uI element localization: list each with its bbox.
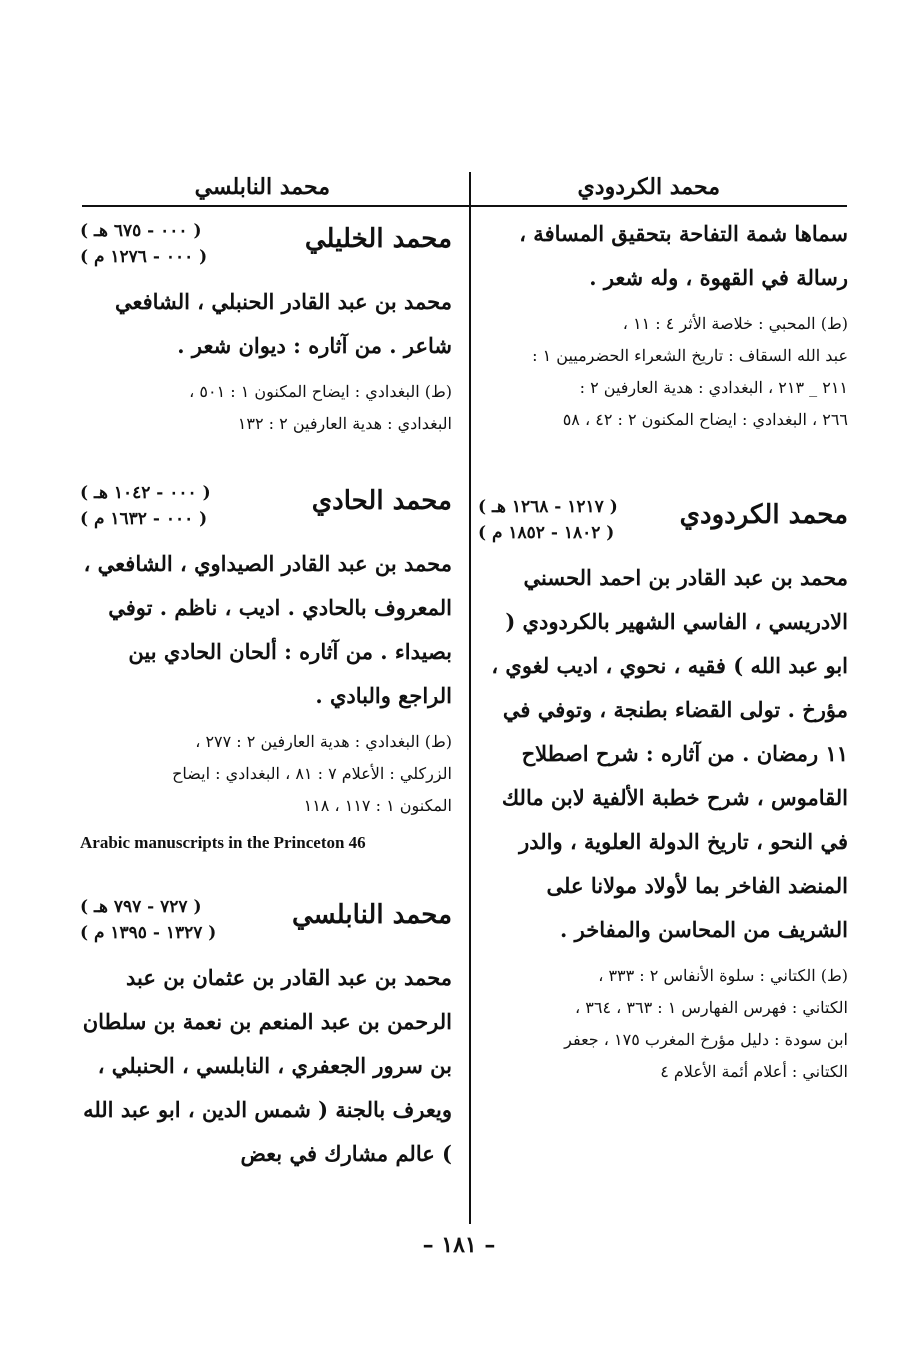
reference-line: (ط) المحبي : خلاصة الأثر ٤ : ١١ ، [622,314,848,333]
entry-name: محمد الخليلي [304,224,452,254]
reference-line: (ط) البغدادي : ايضاح المكنون ١ : ٥٠١ ، [189,382,452,401]
reference-line: ٢٦٦ ، البغدادي : ايضاح المكنون ٢ : ٤٢ ، ٥٨ [562,410,848,429]
entry-dates [80,480,211,532]
dates-hijri: ( ٧٢٧ - ٧٩٧ هـ ) [80,897,202,917]
dates-gregorian: ( ١٨٠٢ - ١٨٥٢ م ) [478,523,615,543]
dates-gregorian: ( ٠٠٠ - ١٦٣٢ م ) [80,509,208,529]
right-column [478,212,848,1088]
header-title-left: محمد النابلسي [194,174,330,200]
manuscript-note: Arabic manuscripts in the Princeton 46 [80,833,366,852]
reference-block [478,308,848,436]
entry-heading [80,218,452,280]
entry-heading [478,494,848,556]
entry-name: محمد الحادي [311,486,452,516]
left-column [80,212,452,1176]
reference-line: المكنون ١ : ١١٧ ، ١١٨ [303,796,452,815]
dates-gregorian: ( ٠٠٠ - ١٢٧٦ م ) [80,247,208,267]
entry-body: محمد بن عبد القادر بن احمد الحسني الادريسي ، الفاسي الشهير بالكردودي ( ابو عبد الله ) فقيه ، نحوي ، اديب لغوي ، مؤرخ . تولى القضاء بطنجة ، وتوفي في ١١ رمضان . من آثاره : شرح اصطلاح القاموس ، شرح خطبة الألفية لابن مالك في النحو ، تاريخ الدولة العلوية ، والدر المنضد الفاخر بما لأولاد مولانا على الشريف من المحاسن والمفاخر . [491,565,848,942]
dates-hijri: ( ٠٠٠ - ١٠٤٢ هـ ) [80,483,211,503]
entry-dates [478,494,618,546]
reference-line: الزركلي : الأعلام ٧ : ٨١ ، البغدادي : ايضاح [172,764,452,783]
reference-line: ٢١١ _ ٢١٣ ، البغدادي : هدية العارفين ٢ : [579,378,848,397]
header-rule [82,205,847,207]
entry-body: محمد بن عبد القادر بن عثمان بن عبد الرحمن بن عبد المنعم بن نعمة بن سلطان بن سرور الجعفري ، النابلسي ، الحنبلي ، ويعرف بالجنة ( شمس الدين ، ابو عبد الله ) عالم مشارك في بعض [82,965,452,1166]
entry-heading [80,894,452,956]
column-divider [469,172,471,1224]
reference-block [478,960,848,1088]
reference-block [80,726,452,822]
dates-gregorian: ( ١٣٢٧ - ١٣٩٥ م ) [80,923,217,943]
dates-hijri: ( ١٢١٧ - ١٢٦٨ هـ ) [478,497,618,517]
entry-dates [80,894,216,946]
entry-heading [80,480,452,542]
reference-line: عبد الله السقاف : تاريخ الشعراء الحضرميين ١ : [532,346,848,365]
entry-dates [80,218,207,270]
reference-line: الكتاني : أعلام أئمة الأعلام ٤ [660,1062,848,1081]
continuation-text: سماها شمة التفاحة بتحقيق المسافة ، رسالة في القهوة ، وله شعر . [519,221,848,290]
entry-body: محمد بن عبد القادر الصيداوي ، الشافعي ، المعروف بالحادي . اديب ، ناظم . توفي بصيداء . من آثاره : ألحان الحادي بين الراجع والبادي . [83,551,452,708]
reference-block [80,376,452,440]
entry-body: محمد بن عبد القادر الحنبلي ، الشافعي شاعر . من آثاره : ديوان شعر . [114,289,452,358]
dates-hijri: ( ٠٠٠ - ٦٧٥ هـ ) [80,221,202,241]
reference-line: الكتاني : فهرس الفهارس ١ : ٣٦٣ ، ٣٦٤ ، [575,998,848,1017]
entry-name: محمد الكردودي [679,500,848,530]
page-header [80,168,850,208]
reference-line: البغدادي : هدية العارفين ٢ : ١٣٢ [237,414,452,433]
reference-line: (ط) البغدادي : هدية العارفين ٢ : ٢٧٧ ، [195,732,452,751]
reference-line: ابن سودة : دليل مؤرخ المغرب ١٧٥ ، جعفر [564,1030,848,1049]
entry-name: محمد النابلسي [291,900,452,930]
header-title-right: محمد الكردودي [577,174,720,200]
reference-line: (ط) الكتاني : سلوة الأنفاس ٢ : ٣٣٣ ، [598,966,848,985]
page-number: – ١٨١ – [422,1232,496,1258]
